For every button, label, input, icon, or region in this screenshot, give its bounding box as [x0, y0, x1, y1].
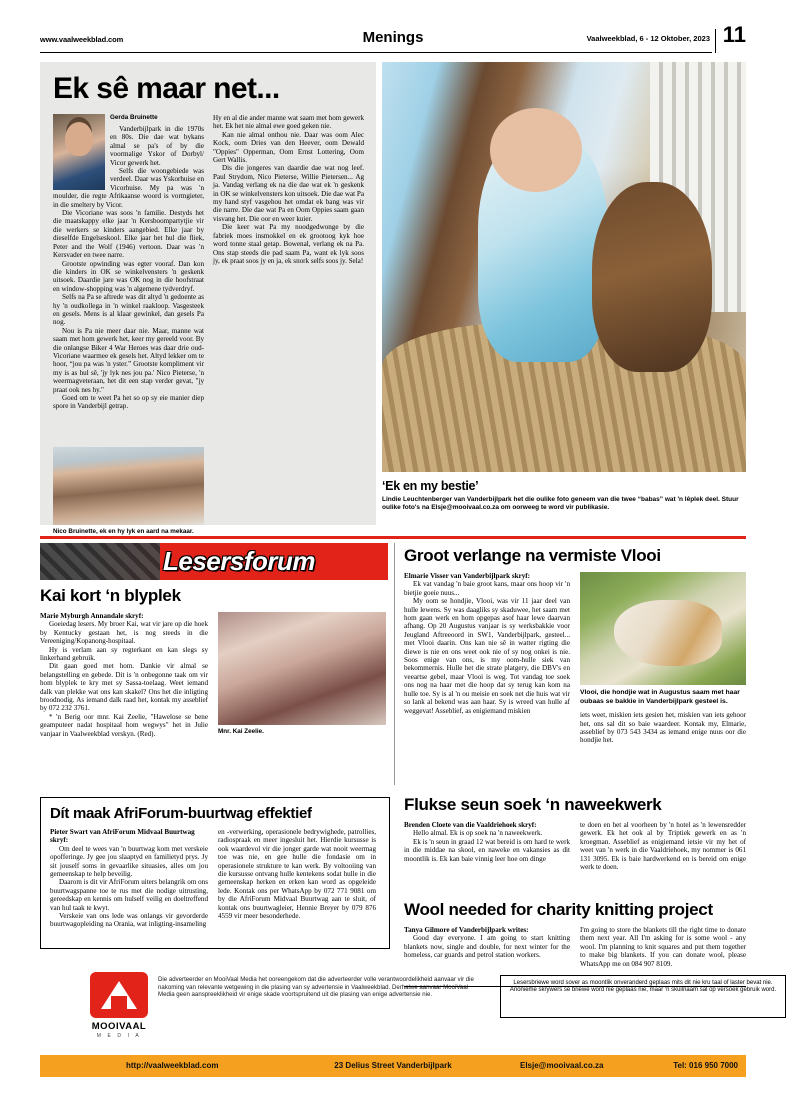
masthead-website-url[interactable]: www.vaalweekblad.com — [40, 35, 124, 44]
story-column-2 — [580, 572, 746, 745]
masthead-divider — [715, 29, 716, 53]
article-headline: Ek sê maar net... — [53, 72, 280, 105]
lesersforum-banner-title: Lesersforum — [163, 546, 315, 576]
paragraph: Daarom is dit vir AfriForum uiters belangrik om ons buurtwagspanne toe te rus met die nodige uitrusting, gereedskap en kennis om hulself veilig en doeltreffend van hul taak te kwyt. — [50, 878, 208, 912]
author-portrait — [53, 114, 105, 190]
footer-contact-bar — [40, 1055, 746, 1077]
story-lead: Elmarie Visser van Vanderbijlpark skryf: — [404, 572, 530, 580]
story-column-1 — [404, 821, 570, 871]
article-column-2 — [213, 114, 364, 411]
footer-website-link[interactable]: http://vaalweekblad.com — [126, 1061, 219, 1070]
story-body — [404, 934, 570, 959]
story-body-continued — [580, 821, 746, 871]
story-body — [404, 829, 570, 863]
article-columns — [53, 114, 365, 411]
paragraph: Kan nie almal onthou nie. Daar was oom Alec Kock, oom Dries van den Heever, oom Dewald "Oppies" Opperman, Oom Ernst Lottering, Oom Gert Wallis. — [213, 130, 364, 165]
paragraph: Die keer wat Pa my noodgedwonge by die fabriek moes insmokkel en ek grootoog kyk hoe word tonne staal getap. Bowenal, verlang ek na Pa. Ons stap steeds die pad saam Pa, want ek lyk soos jy, ek praat soos jy en ja, ek snork selfs soos jy. Sela! — [213, 223, 364, 265]
footer-address: 23 Delius Street Vanderbijlpark — [334, 1061, 452, 1070]
paragraph: Die Vicoriane was soos 'n familie. Destyds het die maatskappy elke jaar 'n Kersboompartytjie vir die werkers se kinders aangebied. Elke jaar by dieselfde Engelseskool. Elke jaar het hul die fliek, Peter and the Wolf (1946) vertoon. Daar was 'n Kersvader en twee narre. — [53, 209, 204, 260]
article-byline: Gerda Bruinette — [110, 114, 158, 121]
article-ek-se-maar-net — [40, 62, 376, 535]
story-columns — [404, 572, 746, 745]
photo-kai-zeelie — [218, 612, 386, 725]
story-wool-knitting-project — [404, 900, 746, 968]
footer-phone: Tel: 016 950 7000 — [673, 1061, 738, 1070]
paragraph: Selfs na Pa se aftrede was dit altyd 'n gedoente as hy 'n oudkollega in 'n winkel raakloop. Vasgesteek en gesels. Mens is al klaar gewinkel, dan gesels Pa nog. — [53, 293, 204, 327]
story-body — [50, 845, 208, 929]
feature-caption-title: ‘Ek en my bestie’ — [382, 479, 479, 493]
photo-puppy — [592, 182, 712, 372]
paragraph: Verskeie van ons lede was onlangs vir gevorderde buurtwagopleiding na Orania, wat inligting-insameling — [50, 912, 208, 929]
paragraph: Goed om te weet Pa het so op sy eie manier diep spore in Vanderbijl getrap. — [53, 394, 204, 411]
photo-baby-and-puppy — [382, 62, 746, 472]
story-lead: Tanya Gilmore of Vanderbijlpark writes: — [404, 926, 529, 934]
paragraph: My oom se hondjie, Vlooi, was vir 11 jaar deel van hulle lewens. Sy was daagliks sy skaduwee, het saam met hom gaan werk en hom opgepas asof haar lewe daarvan afhang. Op 20 Augustus vanjaar is sy werksbakkie voor Jeugland Aftreeoord in SW1, Vanderbijlpark, gesteel... met Vlooi daarin. Ons kan nie sê in watter rigting die diewe is nie en ons weet ook nie of sy nog onkei is nie. Soos enige van ons, is my oom-hulle siek van bekommernis. Hulle het die strate platgery, die DBV's en veeartse gebel, maar Vlooi is weg. Tot vandag toe soek ons nog na haar met die hoop dat sy terug kan kom na hulle toe. Sy is al 'n ou meisie en soek net die huis wat vir so lank al bekend was aan haar. Sy is wreed van hulle af weggevat! Asseblief, as enigiemand miskien — [404, 597, 570, 715]
story-lead: Brenden Cloete van die Vaaldriehoek skryf: — [404, 821, 537, 829]
paragraph: Grootste opwinding was egter vooraf. Dan kon die kinders in OK se winkelvensters 'n geskenk uitsoek. Daardie jare was OK nog in die hoofstraat en window-shopping was 'n algemene tydverdryf. — [53, 259, 204, 293]
mooivaal-logo-mark-icon — [90, 972, 148, 1018]
red-divider — [40, 536, 746, 539]
story-columns — [404, 926, 746, 968]
lesersforum-banner — [40, 543, 388, 580]
reader-letters-note: Lesersbriewe word sover as moontlik onveranderd geplaas mits dit nie kru taal of laster bevat nie. Anonieme skrywers se briewe word nie geplaas nie, maar 'n skuilnaam sal op versoek gebruik word. — [500, 975, 786, 1018]
mooivaal-logo-name: MOOIVAAL — [91, 1021, 147, 1032]
column-divider — [394, 543, 395, 785]
feature-caption-body: Lindie Leuchtenberger van Vanderbijlpark het die oulike foto geneem van die twee “babas” wat 'n lêplek deel. Stuur oulike foto's na Elsje@mooivaal.co.za om oorweeg te word vir publikasie. — [382, 496, 739, 512]
story-headline: Flukse seun soek ‘n naweekwerk — [404, 795, 662, 814]
paragraph: Hy is verlam aan sy regterkant en kan slegs sy linkerhand gebruik. — [40, 645, 208, 663]
paragraph: Good day everyone. I am going to start knitting blankets now, single and double, for next winter for the homeless, car guards and petrol station workers. — [404, 934, 570, 960]
advertiser-disclaimer: Die adverteerder en MooiVaal Media het ooreengekom dat die adverteerder volle verantwoordelikheid aanvaar vir die nakoming van relevante wetgewing in die plasing van sy advertensie in Vaalweekblad. Derhalwe aanvaar MooiVaal Media geen aanspreeklikheid vir enige skade voortspruitend uit die plasing van enige advertensie nie. — [158, 976, 474, 999]
paragraph: Ek vat vandag 'n baie groot kans, maar ons hoop vir 'n bietjie goeie nuus... — [404, 580, 570, 597]
mooivaal-logo-sub: M E D I A — [96, 1033, 142, 1039]
story-body-continued — [218, 828, 376, 920]
masthead-rule — [40, 52, 712, 53]
story-flukse-seun-naweekwerk — [404, 795, 746, 871]
masthead — [40, 22, 746, 53]
paragraph: Selfs die woongebiede was verdeel. Daar was Yskorhuise en Vicorhuise. My pa was 'n moulder, die regte Afrikaanse woord is vormgieter, in die smeltery by Vicor. — [53, 167, 204, 209]
paragraph: Dis die jongeres van daardie dae wat nog leef. Paul Strydom, Nico Pieterse, Willie Pietersen... Ag ja. Vandag verlang ek na die dae wat ek 'n geskenk in OK se winkelvensters kon uitsoek. Die dae wat Pa my hand styf vasgehou het omdat ek bang was vir die narre. Die dae wat Pa en Oom Oppies saam gaan visvang het. Die oor en weer kuier. — [213, 164, 364, 223]
story-column-1 — [40, 612, 208, 738]
paragraph: te doen en het al voorheen by 'n hotel as 'n lewensredder gewerk. Ek het ook al by Triptiek gewerk en as 'n kroegman. Asseblief as enigiemand ietsie vir my het of weet van 'n werk in die Vaaldriehoek, my nommer is 061 131 3095. Ek is baie hardwerkend en is bereid om enige werk te doen. — [580, 821, 746, 872]
story-column-1 — [404, 572, 570, 745]
story-afriforum-buurtwag — [40, 797, 390, 949]
paragraph: Hy en al die ander manne wat saam met hom gewerk het. Ek het nie almal ewe goed geken nie. — [213, 114, 364, 131]
article-column-1 — [53, 114, 204, 411]
photo-caption-nico: Nico Bruinette, ek en hy lyk en aard na mekaar. — [53, 528, 194, 535]
photo-nico-bruinette — [53, 447, 204, 525]
story-body — [404, 580, 570, 715]
story-column-2 — [580, 926, 746, 968]
story-headline: Wool needed for charity knitting project — [404, 900, 713, 919]
story-columns — [40, 612, 388, 738]
paragraph: Dit gaan goed met hom. Dankie vir almal se belangstelling en gebede. Dit is 'n onbegonne taak om vir hom blyplek te kry met sy Sassa-toelaag. Weet iemand dalk van plekke wat ons kan skakel? Ons het die inligting broodnodig. As iemand dalk raad het, kontak my asseblief by 072 232 3761. — [40, 662, 208, 713]
page-number: 11 — [722, 22, 746, 47]
story-lead: Marie Myburgh Annandale skryf: — [40, 612, 144, 620]
story-body-continued — [580, 926, 746, 968]
story-lead: Pieter Swart van AfriForum Midvaal Buurtwag skryf: — [50, 828, 195, 845]
paragraph: Hello almal. Ek is op soek na 'n naweekwerk. — [413, 829, 543, 838]
story-groot-verlange-vlooi — [404, 546, 746, 745]
paragraph: en -verwerking, operasionele bedrywighede, patrollies, radiospraak en meer ingesluit het. Hierdie kursusse is ook waardevol vir die jonger garde wat nooit weermag toe was nie, en gee hulle die fondasie om in operasionele strukture te kan werk. By voltooiing van die kursusse ontvang hulle kentekens sodat hulle in die gemeenskap herken en erken kan word as opgeleide lede. Kontak ons per WhatsApp by 072 771 9081 om by die AfriForum Midvaal Buurtwag aan te sluit, of kontak ons buurtwagleier, Hennie Breyer by 079 876 4559 vir meer besonderhede. — [218, 828, 376, 921]
photo-caption-vlooi: Vlooi, die hondjie wat in Augustus saam met haar oubaas se bakkie in Vanderbijlpark gesteel is. — [580, 689, 740, 705]
story-headline: Dít maak AfriForum-buurtwag effektief — [50, 805, 312, 822]
paragraph: * 'n Berig oor mnr. Kai Zeelie, "Hawelose se bene geamputeer nadat hospitaal hom wegwys" het in Julie vanjaar in Vaalweekblad verskyn. (Red). — [40, 712, 208, 738]
mooivaal-logo — [82, 972, 156, 1044]
masthead-issue-date: Vaalweekblad, 6 - 12 Oktober, 2023 — [586, 34, 710, 43]
paragraph: Om deel te wees van 'n buurtwag kom met verskeie opofferinge. Jy gee jou slaaptyd en familietyd prys. Jy sit jouself soms in gevaarlike situasies, alles om jou gemeenskap te help beveilig. — [50, 844, 208, 879]
story-body-continued — [580, 711, 746, 745]
story-column-1 — [50, 828, 208, 929]
story-body — [40, 620, 208, 738]
story-kai-kort-n-blyplek — [40, 586, 388, 738]
photo-caption-kai: Mnr. Kai Zeelie. — [218, 728, 264, 735]
story-columns — [41, 828, 389, 929]
paragraph: Nou is Pa nie meer daar nie. Maar, manne wat saam met hom gewerk het, keer my gereeld voor. By die onlangse Biker 4 War Heroes was daar drie oud-Vicoriane waarmee ek gesels het. Altyd lekker om te hoor, “jou pa was 'n yster.” Grootste kompliment vir my is as hul sê, 'jy lyk nes jou pa.' Nico Pieterse, 'n weermagveteraan, het dit een stap verder gevat, "jy praat ook nes hy." — [53, 326, 204, 394]
story-column-2 — [218, 612, 386, 738]
paragraph: I'm going to store the blankets till the right time to donate them next year. All I'm asking for is some wool - any wool. I'm planning to knit squares and put them together to make big blankets. If you can donate wool, please WhatsApp me on 084 907 8109. — [580, 926, 746, 968]
paragraph: Vanderbijlpark in die 1970s en 80s. Die dae wat bykans almal se pa's of by die voormalige Yskor of Dorbyl/ Vicor gewerk het. — [110, 125, 204, 167]
masthead-section-title: Menings — [362, 29, 424, 46]
photo-vlooi-dog — [580, 572, 746, 685]
article-body-col2 — [213, 114, 364, 265]
paragraph: iets weet, miskien iets gesien het, miskien van iets gehoor het, ons sal dit so baie waardeer. Kontak my, Elmarie, asseblief by 073 543 3434 as iemand enige nuus oor die hondjie het. — [580, 711, 746, 745]
story-headline: Kai kort ‘n blyplek — [40, 586, 181, 605]
story-column-2 — [218, 828, 376, 929]
footer-email-link[interactable]: Elsje@mooivaal.co.za — [520, 1061, 604, 1070]
photo-baby-head — [490, 108, 582, 192]
paragraph: Goeiedag lesers. My broer Kai, wat vir jare op die hoek by Kentucky gestaan het, is nog steeds in die Vereeniging/Kopanong-hospitaal. — [40, 620, 208, 646]
paragraph: Ek is 'n seun in graad 12 wat bereid is om hard te werk in die middae na skool, en naweke en vakansies as dit moontlik is. Ek kan baie vinnig leer hoe om dinge — [404, 837, 570, 863]
story-column-2 — [580, 821, 746, 871]
story-columns — [404, 821, 746, 871]
story-column-1 — [404, 926, 570, 968]
story-headline: Groot verlange na vermiste Vlooi — [404, 546, 661, 565]
